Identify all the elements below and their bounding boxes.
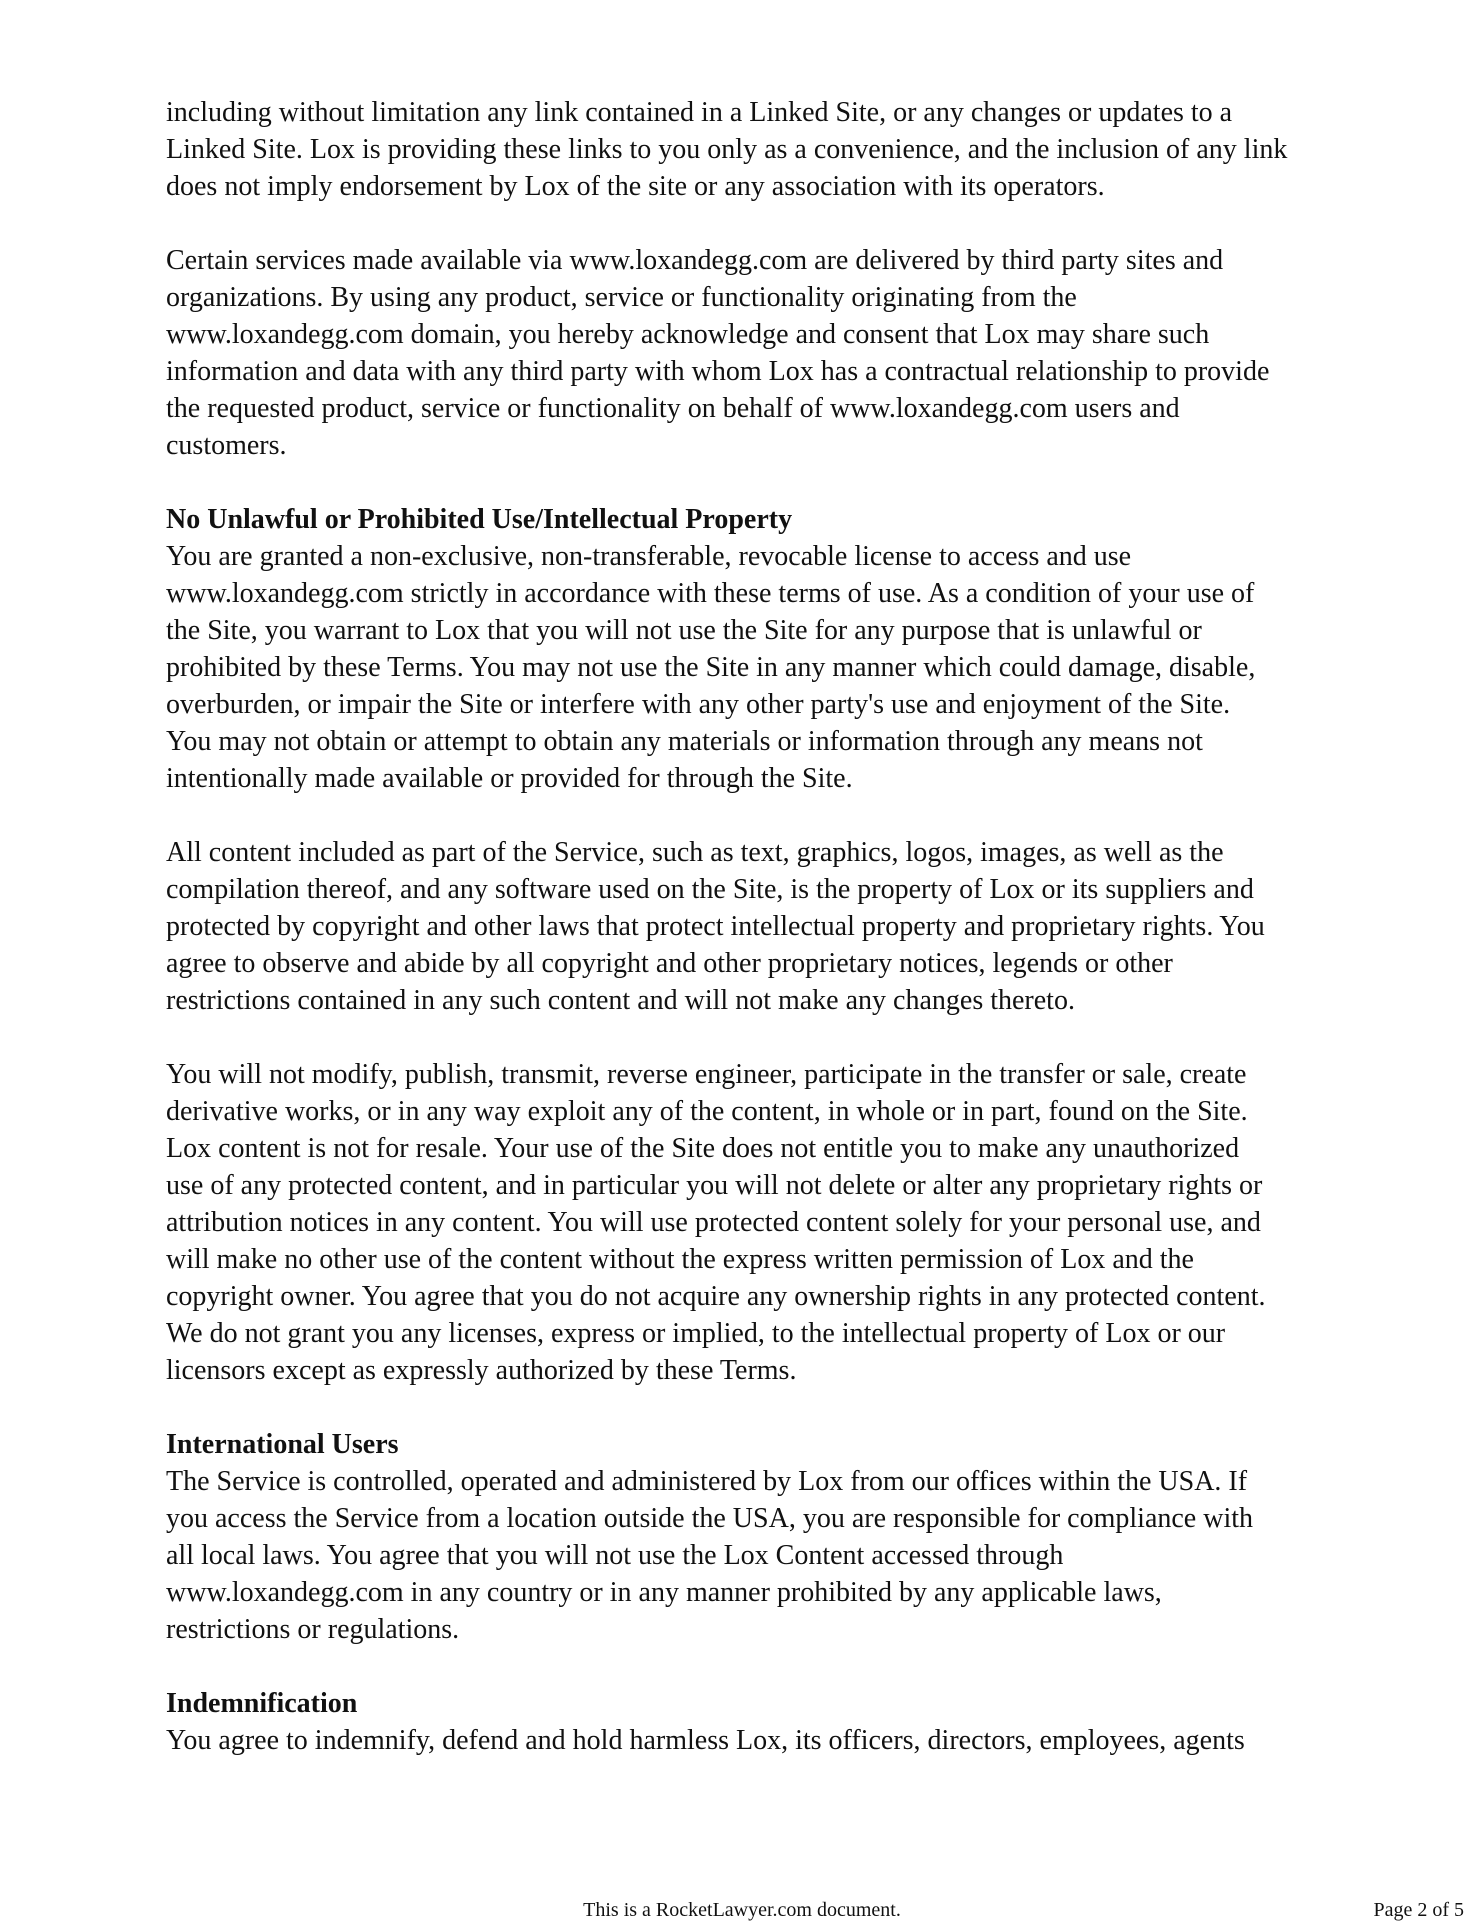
section-heading-indemnification: Indemnification: [166, 1688, 358, 1719]
section-heading-unlawful-use: No Unlawful or Prohibited Use/Intellectual Property: [166, 504, 793, 535]
paragraph-third-party-services: Certain services made available via www.loxandegg.com are delivered by third party sites and organizations. By using any product, service or functionality originating from the www.loxandegg.com domain, you hereby acknowledge and consent that Lox may share such information and data with any third party with whom Lox has a contractual relationship to provide the requested product, service or functionality on behalf of www.loxandegg.com users and customers.: [166, 245, 1270, 461]
footer-source-note: This is a RocketLawyer.com document.: [583, 1899, 901, 1921]
section-heading-international-users: International Users: [166, 1429, 399, 1460]
section-body-unlawful-use: You are granted a non-exclusive, non-transferable, revocable license to access and use www.loxandegg.com strictly in accordance with these terms of use. As a condition of your use of the Site, you warrant to Lox that you will not use the Site for any purpose that is unlawful or prohibited by these Terms. You may not use the Site in any manner which could damage, disable, overburden, or impair the Site or interfere with any other party's use and enjoyment of the Site. You may not obtain or attempt to obtain any materials or information through any means not intentionally made available or provided for through the Site.: [166, 541, 1256, 794]
paragraph-content-restrictions: You will not modify, publish, transmit, reverse engineer, participate in the transfer or sale, create derivative works, or in any way exploit any of the content, in whole or in part, found on the Site. Lox content is not for resale. Your use of the Site does not entitle you to make any unauthorized use of any protected content, and in particular you will not delete or alter any proprietary rights or attribution notices in any content. You will use protected content solely for your personal use, and will make no other use of the content without the express written permission of Lox and the copyright owner. You agree that you do not acquire any ownership rights in any protected content. We do not grant you any licenses, express or implied, to the intellectual property of Lox or our licensors except as expressly authorized by these Terms.: [166, 1059, 1266, 1386]
section-body-indemnification: You agree to indemnify, defend and hold harmless Lox, its officers, directors, employees, agents: [166, 1725, 1245, 1756]
section-body-international-users: The Service is controlled, operated and administered by Lox from our offices within the USA. If you access the Service from a location outside the USA, you are responsible for compliance with all local laws. You agree that you will not use the Lox Content accessed through www.loxandegg.com in any country or in any manner prohibited by any applicable laws, restrictions or regulations.: [166, 1466, 1254, 1645]
document-page: [166, 94, 1336, 1796]
paragraph-linked-sites: including without limitation any link contained in a Linked Site, or any changes or updates to a Linked Site. Lox is providing these links to you only as a convenience, and the inclusion of any link does not imply endorsement by Lox of the site or any association with its operators.: [166, 97, 1288, 202]
footer-page-indicator: Page 2 of 5: [1373, 1899, 1464, 1921]
paragraph-content-ownership: All content included as part of the Service, such as text, graphics, logos, images, as well as the compilation thereof, and any software used on the Site, is the property of Lox or its suppliers and protected by copyright and other laws that protect intellectual property and proprietary rights. You agree to observe and abide by all copyright and other proprietary notices, legends or other restrictions contained in any such content and will not make any changes thereto.: [166, 837, 1265, 1016]
